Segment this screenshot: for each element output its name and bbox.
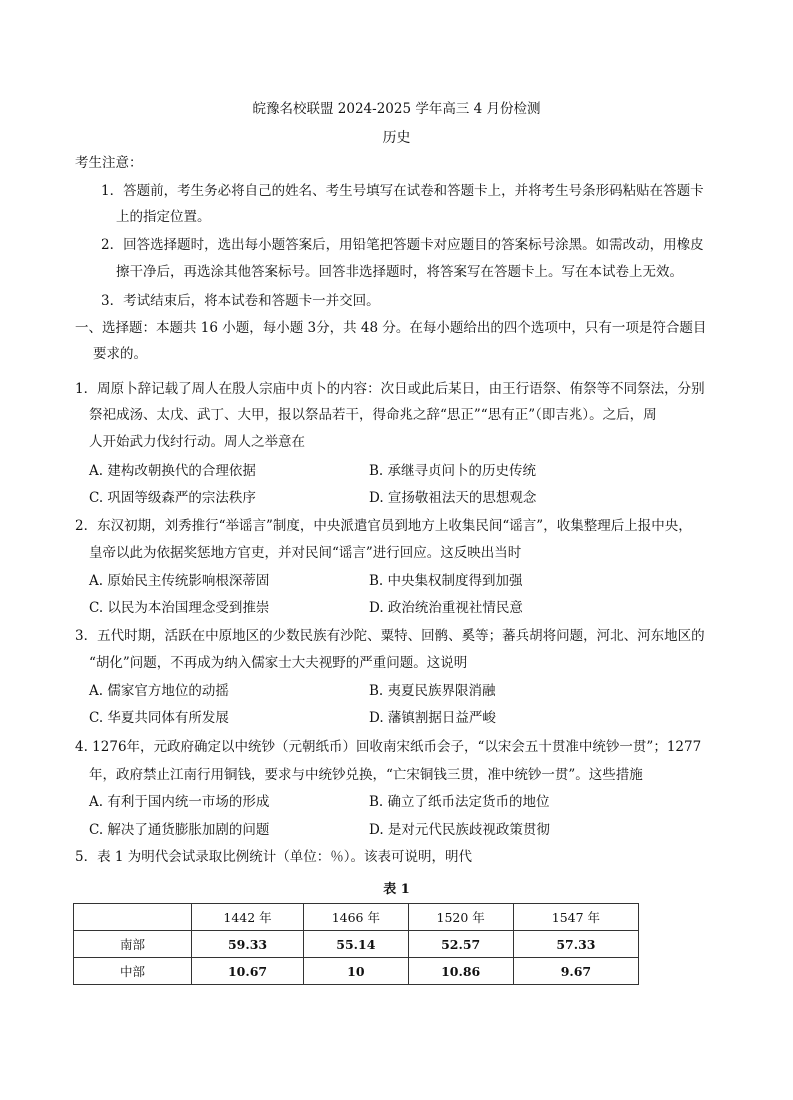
question-2-option-a[interactable]: A. 原始民主传统影响根深蒂固 xyxy=(89,573,270,589)
enrollment-ratio-table xyxy=(73,903,639,985)
notice-item-3: 3．考试结束后，将本试卷和答题卡一并交回。 xyxy=(101,293,380,309)
notice-heading: 考生注意： xyxy=(75,155,143,171)
question-2-option-c[interactable]: C. 以民为本治国理念受到推崇 xyxy=(89,600,270,616)
question-2-option-b[interactable]: B. 中央集权制度得到加强 xyxy=(369,573,523,589)
table-caption: 表 1 xyxy=(383,882,410,897)
question-2-option-d[interactable]: D. 政治统治重视社情民意 xyxy=(369,600,523,616)
question-4-option-b[interactable]: B. 确立了纸币法定货币的地位 xyxy=(369,794,550,810)
question-3-option-d[interactable]: D. 藩镇割据日益严峻 xyxy=(369,710,496,726)
exam-title: 皖豫名校联盟 2024-2025 学年高三 4 月份检测 xyxy=(252,101,541,117)
question-4-option-c[interactable]: C. 解决了通货膨胀加剧的问题 xyxy=(89,822,270,838)
question-1-option-b[interactable]: B. 承继寻贞问卜的历史传统 xyxy=(369,463,537,479)
question-3-option-b[interactable]: B. 夷夏民族界限消融 xyxy=(369,683,496,699)
question-3-option-a[interactable]: A. 儒家官方地位的动摇 xyxy=(89,683,229,699)
notice-item-1-line-2: 上的指定位置。 xyxy=(116,209,211,225)
table-header-row xyxy=(74,904,639,931)
table-cell: 10.86 xyxy=(408,958,513,985)
table-cell: 59.33 xyxy=(191,931,303,958)
table-row-label: 南部 xyxy=(74,931,192,958)
table-header-cell: 1520 年 xyxy=(408,904,513,931)
question-3-option-c[interactable]: C. 华夏共同体有所发展 xyxy=(89,710,229,726)
table-cell: 10 xyxy=(304,958,408,985)
table-row xyxy=(74,958,639,985)
subject-title: 历史 xyxy=(382,130,411,146)
table-header-cell: 1442 年 xyxy=(191,904,303,931)
question-3-line-1: 3．五代时期，活跃在中原地区的少数民族有沙陀、粟特、回鹘、奚等；蕃兵胡将问题，河北、河东地区的 xyxy=(75,628,705,644)
question-1-option-d[interactable]: D. 宣扬敬祖法天的思想观念 xyxy=(369,490,537,506)
question-3-line-2: “胡化”问题，不再成为纳入儒家士大夫视野的严重问题。这说明 xyxy=(89,655,468,671)
section-heading-line-2: 要求的。 xyxy=(93,346,147,362)
table-cell: 55.14 xyxy=(304,931,408,958)
question-1-line-1: 1．周原卜辞记载了周人在殷人宗庙中贞卜的内容：次日或此后某日，由王行语祭、侑祭等不同祭法，分别 xyxy=(75,381,705,397)
section-heading-line-1: 一、选择题：本题共 16 小题，每小题 3分，共 48 分。在每小题给出的四个选项中，只有一项是符合题目 xyxy=(75,320,707,336)
question-4-line-1: 4. 1276年，元政府确定以中统钞（元朝纸币）回收南宋纸币会子，“以宋会五十贯准中统钞一贯”；1277 xyxy=(75,739,702,755)
question-5-line-1: 5．表 1 为明代会试录取比例统计（单位：％）。该表可说明，明代 xyxy=(75,849,473,865)
question-1-option-c[interactable]: C. 巩固等级森严的宗法秩序 xyxy=(89,490,256,506)
notice-item-2-line-1: 2．回答选择题时，选出每小题答案后，用铅笔把答题卡对应题目的答案标号涂黑。如需改动，用橡皮 xyxy=(101,237,704,253)
question-4-line-2: 年，政府禁止江南行用铜钱，要求与中统钞兑换，“亡宋铜钱三贯，准中统钞一贯”。这些措施 xyxy=(89,767,643,783)
table-row xyxy=(74,931,639,958)
notice-item-2-line-2: 擦干净后，再选涂其他答案标号。回答非选择题时，将答案写在答题卡上。写在本试卷上无效。 xyxy=(116,264,683,280)
question-1-option-a[interactable]: A. 建构改朝换代的合理依据 xyxy=(89,463,256,479)
table-cell: 52.57 xyxy=(408,931,513,958)
table-header-cell: 1466 年 xyxy=(304,904,408,931)
notice-item-1-line-1: 1．答题前，考生务必将自己的姓名、考生号填写在试卷和答题卡上，并将考生号条形码粘贴在答题卡 xyxy=(101,183,704,199)
table-cell: 57.33 xyxy=(513,931,638,958)
question-4-option-a[interactable]: A. 有利于国内统一市场的形成 xyxy=(89,794,270,810)
question-2-line-2: 皇帝以此为依据奖惩地方官吏，并对民间“谣言”进行回应。这反映出当时 xyxy=(89,545,522,561)
table-cell: 10.67 xyxy=(191,958,303,985)
question-1-line-2: 祭祀成汤、太戊、武丁、大甲，报以祭品若干，得命兆之辞“思正”“思有正”（即吉兆）。之后，周 xyxy=(89,407,657,423)
table-cell: 9.67 xyxy=(513,958,638,985)
table-row-label: 中部 xyxy=(74,958,192,985)
table-header-cell: 1547 年 xyxy=(513,904,638,931)
question-4-option-d[interactable]: D. 是对元代民族歧视政策贯彻 xyxy=(369,822,550,838)
question-2-line-1: 2．东汉初期，刘秀推行“举谣言”制度，中央派遣官员到地方上收集民间“谣言”，收集整理后上报中央， xyxy=(75,518,692,534)
question-1-line-3: 人开始武力伐纣行动。周人之举意在 xyxy=(89,434,305,450)
table-header-cell xyxy=(74,904,192,931)
